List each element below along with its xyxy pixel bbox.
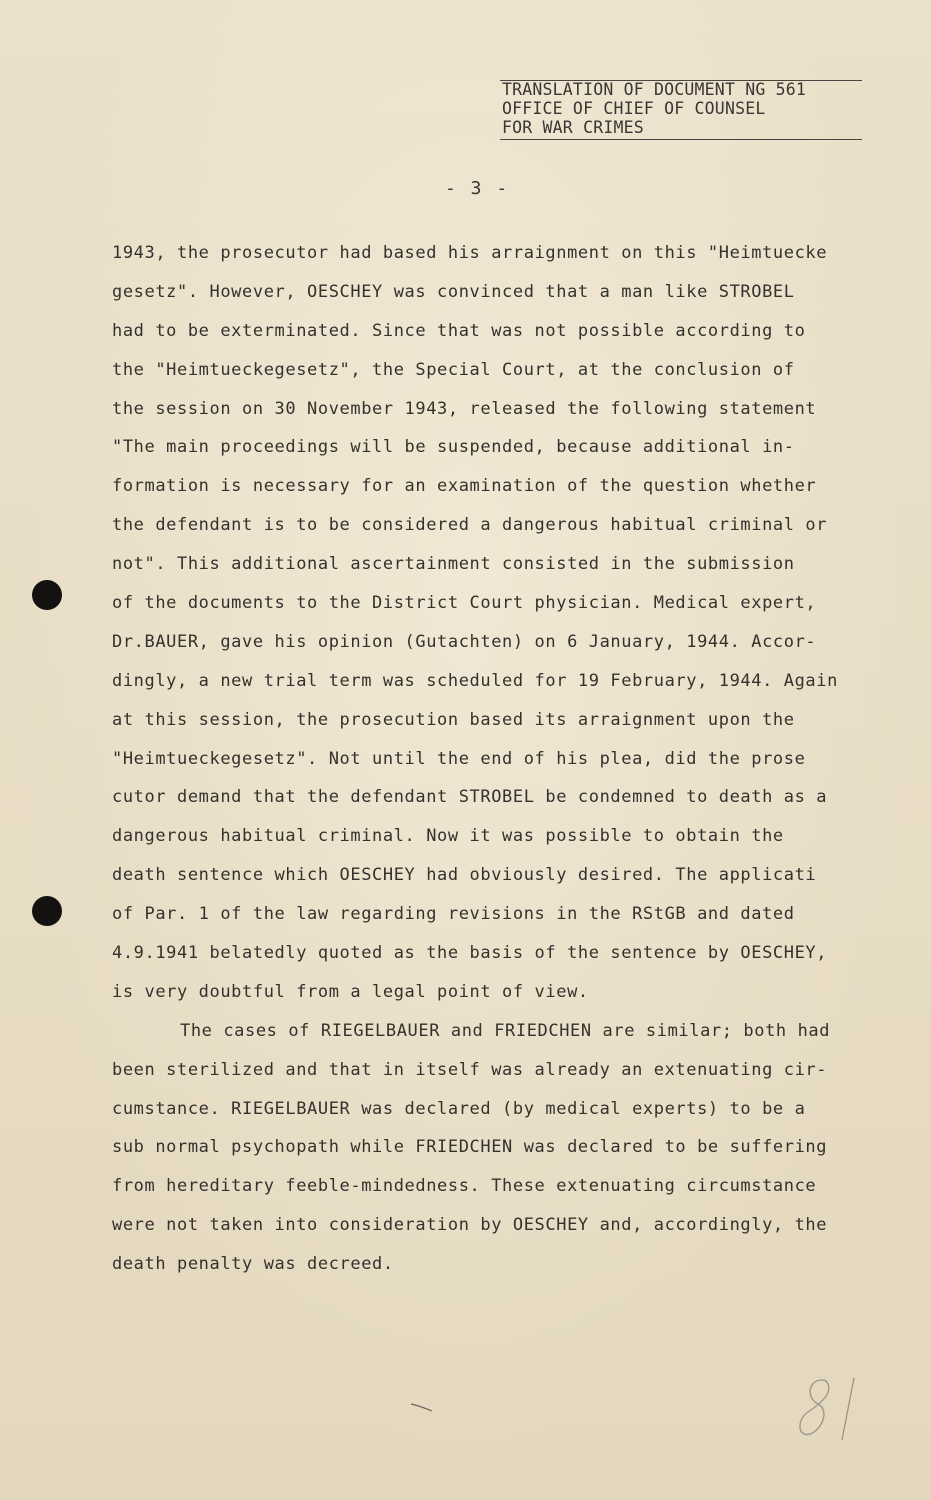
body-text (112, 234, 872, 1284)
text-line: were not taken into consideration by OESCHEY and, accordingly, the (112, 1215, 828, 1236)
text-line: is very doubtful from a legal point of view. (112, 981, 589, 1002)
text-line: been sterilized and that in itself was already an extenuating cir- (112, 1059, 828, 1080)
text-line: dingly, a new trial term was scheduled for 19 February, 1944. Again (112, 670, 838, 691)
text-line: the defendant is to be considered a dangerous habitual criminal or (112, 515, 828, 536)
text-line: from hereditary feeble-mindedness. These extenuating circumstance (112, 1176, 817, 1197)
text-line: cutor demand that the defendant STROBEL be condemned to death as a (112, 787, 828, 808)
text-line: at this session, the prosecution based its arraignment upon the (112, 709, 795, 730)
text-line: formation is necessary for an examination of the question whether (112, 476, 817, 497)
pencil-tick-mark (410, 1402, 434, 1412)
text-line: of the documents to the District Court physician. Medical expert, (112, 593, 817, 614)
header-line-war-crimes: FOR WAR CRIMES (502, 118, 644, 137)
text-line: 4.9.1941 belatedly quoted as the basis of the sentence by OESCHEY, (112, 943, 828, 964)
text-line: death penalty was decreed. (112, 1254, 394, 1275)
text-line: 1943, the prosecutor had based his arraignment on this "Heimtuecke (112, 243, 828, 263)
text-line: "Heimtueckegesetz". Not until the end of his plea, did the prose (112, 748, 806, 769)
text-line: the session on 30 November 1943, released the following statement (112, 398, 817, 419)
header-line-translation: TRANSLATION OF DOCUMENT NG 561 (502, 80, 807, 99)
text-line: gesetz". However, OESCHEY was convinced that a man like STROBEL (112, 281, 795, 302)
punch-hole-lower (32, 896, 62, 926)
header-rule-bottom (500, 139, 862, 140)
document-header (502, 80, 862, 137)
text-line: not". This additional ascertainment consisted in the submission (112, 554, 795, 575)
text-line: "The main proceedings will be suspended, because additional in- (112, 437, 795, 458)
text-line: dangerous habitual criminal. Now it was possible to obtain the (112, 826, 784, 847)
text-line: Dr.BAUER, gave his opinion (Gutachten) on 6 January, 1944. Accor- (112, 631, 817, 652)
text-line: cumstance. RIEGELBAUER was declared (by medical experts) to be a (112, 1098, 806, 1119)
text-line: sub normal psychopath while FRIEDCHEN was declared to be suffering (112, 1137, 828, 1158)
punch-hole-upper (32, 580, 62, 610)
text-line: had to be exterminated. Since that was not possible according to (112, 320, 806, 341)
handwritten-page-number (792, 1372, 872, 1452)
header-line-office: OFFICE OF CHIEF OF COUNSEL (502, 99, 766, 118)
paragraph-start-line: The cases of RIEGELBAUER and FRIEDCHEN are similar; both had (180, 1020, 831, 1041)
text-line: death sentence which OESCHEY had obviously desired. The applicati (112, 865, 817, 886)
page-number: - 3 - (445, 178, 510, 199)
text-line: of Par. 1 of the law regarding revisions in the RStGB and dated (112, 904, 795, 925)
text-line: the "Heimtueckegesetz", the Special Court, at the conclusion of (112, 359, 795, 380)
